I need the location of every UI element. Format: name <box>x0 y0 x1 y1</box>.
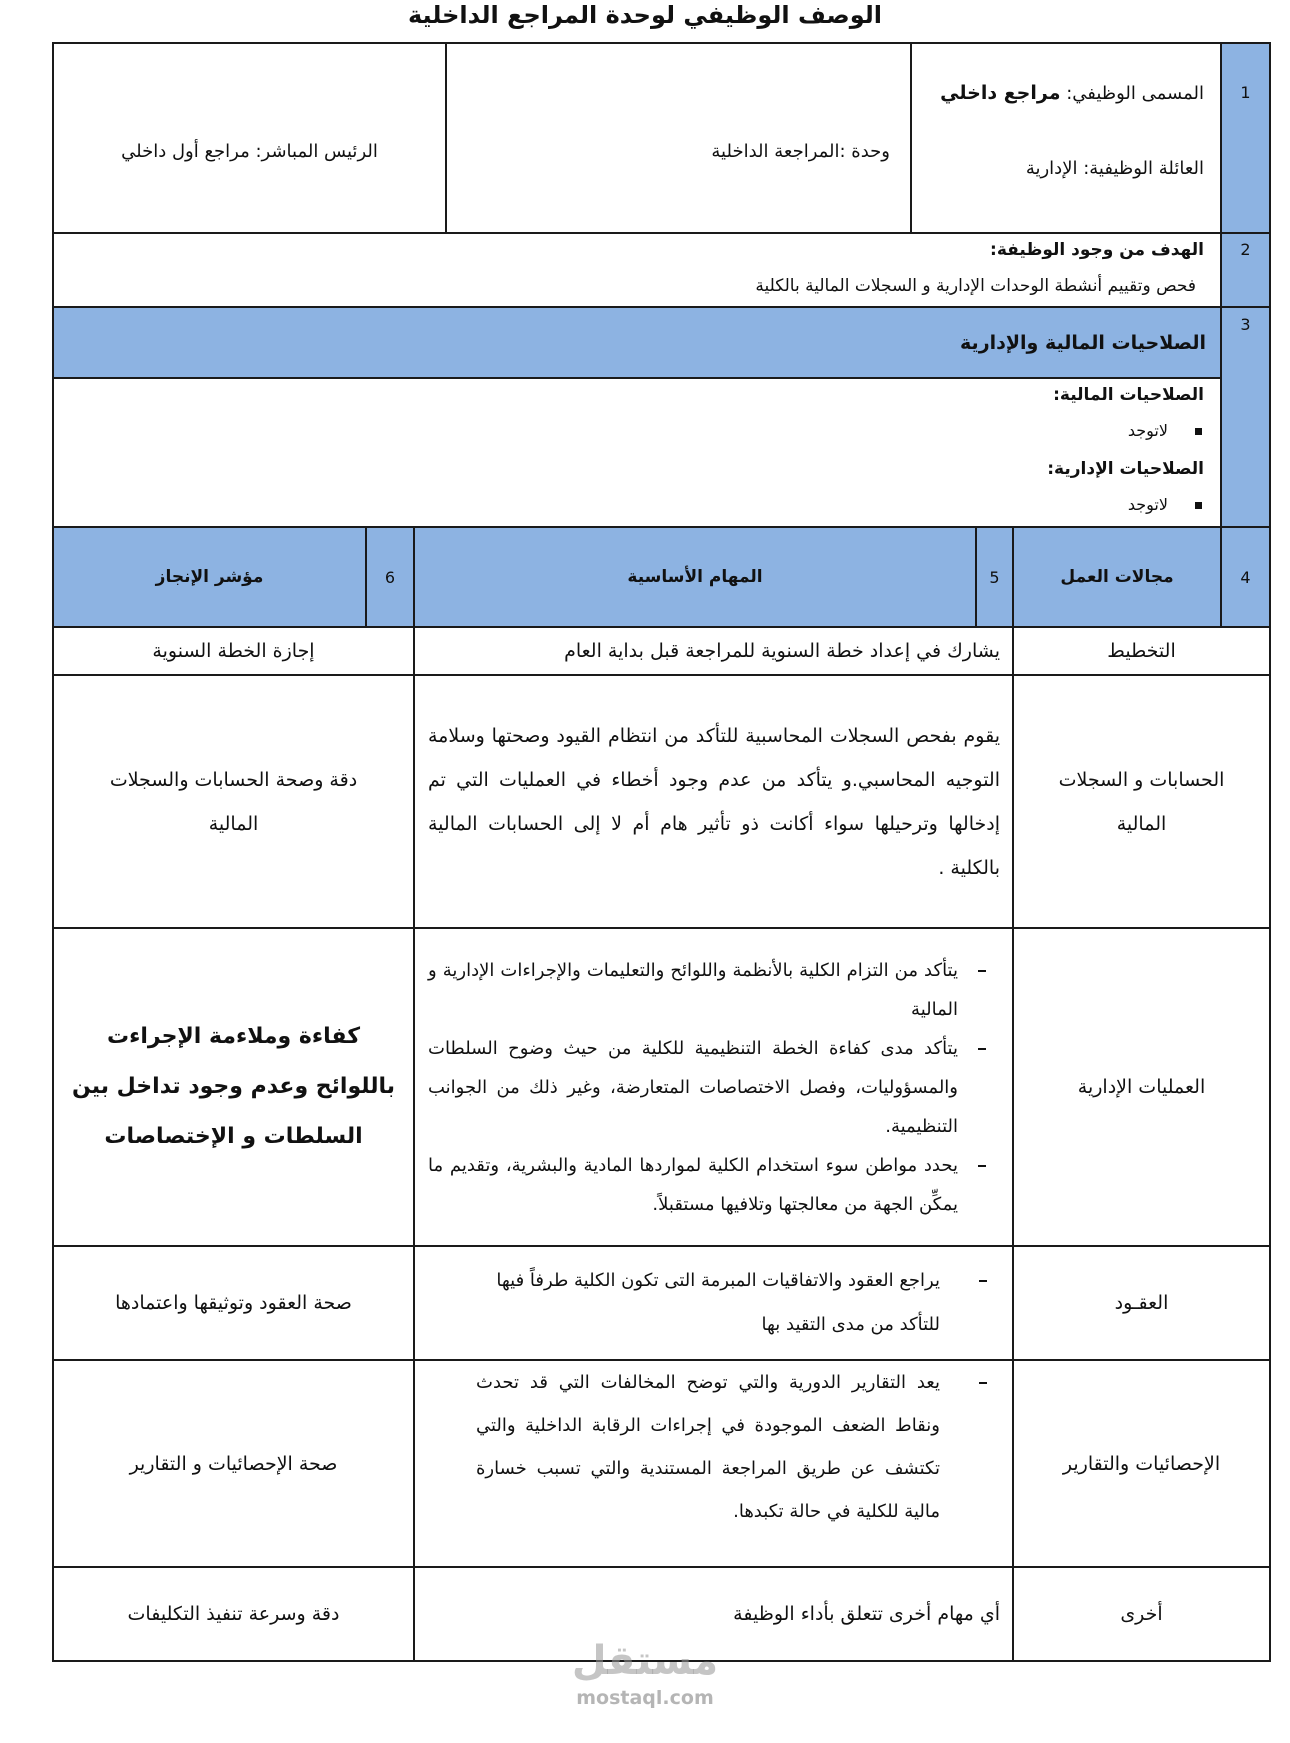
financial-authorities-item: لاتوجد <box>1127 421 1168 440</box>
job-family-line <box>1026 154 1204 184</box>
task-list <box>415 1259 1012 1347</box>
dash-bullet-icon <box>979 1280 987 1282</box>
authorities-content-cell <box>52 377 1222 528</box>
job-title-cell <box>910 42 1222 234</box>
indicator-cell <box>52 674 415 929</box>
work-area-label: الحسابات و السجلات المالية <box>1058 768 1225 835</box>
indicator-text: صحة الإحصائيات و التقارير <box>129 1452 338 1475</box>
indicator-text: صحة العقود وتوثيقها واعتمادها <box>115 1292 352 1314</box>
task-text: يحدد مواطن سوء استخدام الكلية لمواردها المادية والبشرية، وتقديم ما يمكِّن الجهة من معالجتها وتلافيها مستقبلاً. <box>428 1154 958 1215</box>
core-tasks-header <box>413 526 977 628</box>
watermark-logo: مستقل <box>571 1638 719 1684</box>
indicator-cell <box>52 1566 415 1662</box>
dash-bullet-icon <box>978 1048 986 1050</box>
indicator-text: كفاءة وملاءمة الإجراءت باللوائح وعدم وجود تداخل بين السلطات و الإختصاصات <box>71 1024 396 1149</box>
work-area-cell <box>1012 1245 1271 1361</box>
task-list-item <box>415 951 1012 1029</box>
indicator-cell <box>52 927 415 1247</box>
indicator-text: دقة وصحة الحسابات والسجلات المالية <box>109 768 358 835</box>
section-number: 3 <box>1240 315 1251 334</box>
job-family-label: العائلة الوظيفية: <box>1083 158 1204 179</box>
task-cell <box>413 1359 1014 1568</box>
job-title-line <box>940 78 1204 108</box>
dash-bullet-icon <box>979 1382 987 1384</box>
task-text: أي مهام أخرى تتعلق بأداء الوظيفة <box>733 1603 1000 1625</box>
work-area-cell <box>1012 927 1271 1247</box>
task-paragraph: يقوم بفحص السجلات المحاسبية للتأكد من انتظام القيود وصحتها وسلامة التوجيه المحاسبي.و يتأكد من عدم وجود أخطاء في العمليات التي تم إدخالها وترحيلها سواء أكانت ذو تأثير هام أم لا إلى الحسابات المالية بالكلية . <box>428 724 1000 879</box>
work-area-cell <box>1012 626 1271 676</box>
performance-indicator-header-label: مؤشر الإنجاز <box>155 567 264 587</box>
unit-cell <box>445 42 912 234</box>
administrative-authorities-label: الصلاحيات الإدارية: <box>1047 459 1204 479</box>
indicator-cell <box>52 626 415 676</box>
work-areas-header-label: مجالات العمل <box>1060 567 1174 587</box>
indicator-text: دقة وسرعة تنفيذ التكليفات <box>127 1603 340 1625</box>
work-area-label: أخرى <box>1120 1603 1163 1625</box>
task-text: يعد التقارير الدورية والتي توضح المخالفات التي قد تحدث ونقاط الضعف الموجودة في إجراءات الرقابة الداخلية والتي تكتشف عن طريق المراجعة المستندية والتي تسبب خسارة مالية للكلية في حالة تكبدها. <box>476 1372 940 1522</box>
task-list <box>415 1361 1012 1533</box>
section-4-number-cell <box>1220 526 1271 628</box>
authorities-heading: الصلاحيات المالية والإدارية <box>960 331 1206 354</box>
dash-bullet-icon <box>978 1165 986 1167</box>
dash-bullet-icon <box>978 970 986 972</box>
section-number: 4 <box>1240 567 1251 587</box>
task-text: يتأكد من التزام الكلية بالأنظمة واللوائح والتعليمات والإجراءات الإدارية و المالية <box>428 959 958 1020</box>
task-cell <box>413 626 1014 676</box>
job-purpose-cell <box>52 232 1222 308</box>
performance-indicator-header <box>52 526 367 628</box>
task-cell <box>413 927 1014 1247</box>
section-number: 5 <box>989 567 1000 587</box>
job-title-value: مراجع داخلي <box>940 82 1061 104</box>
authorities-header-cell <box>52 306 1222 379</box>
work-area-label: التخطيط <box>1107 640 1176 662</box>
task-text: يتأكد مدى كفاءة الخطة التنظيمية للكلية من حيث وضوح السلطات والمسؤوليات، وفصل الاختصاصات المتعارضة، وغير ذلك من الجوانب التنظيمية. <box>428 1037 958 1137</box>
indicator-text: إجازة الخطة السنوية <box>152 640 315 662</box>
page-title: الوصف الوظيفي لوحدة المراجع الداخلية <box>407 1 883 29</box>
section-5-number-cell <box>975 526 1014 628</box>
indicator-cell <box>52 1245 415 1361</box>
administrative-authorities-item: لاتوجد <box>1127 495 1168 514</box>
square-bullet-icon <box>1195 502 1202 509</box>
square-bullet-icon <box>1195 428 1202 435</box>
section-1-number-cell <box>1220 42 1271 234</box>
job-purpose-text: فحص وتقييم أنشطة الوحدات الإدارية و السجلات المالية بالكلية <box>755 276 1196 296</box>
task-list <box>415 951 1012 1224</box>
work-area-cell <box>1012 1359 1271 1568</box>
financial-authorities-label: الصلاحيات المالية: <box>1053 385 1204 405</box>
work-area-cell <box>1012 1566 1271 1662</box>
work-area-label: العقـود <box>1114 1292 1169 1314</box>
task-list-item <box>415 1029 1012 1146</box>
section-number: 2 <box>1240 240 1251 259</box>
task-list-item <box>415 1361 1012 1533</box>
indicator-cell <box>52 1359 415 1568</box>
job-title-label: المسمى الوظيفي: <box>1066 83 1204 104</box>
task-text: يشارك في إعداد خطة السنوية للمراجعة قبل بداية العام <box>564 640 1000 662</box>
task-list-item <box>415 1146 1012 1224</box>
task-list-item <box>415 1259 1012 1347</box>
section-2-number-cell <box>1220 232 1271 308</box>
watermark-site: mostaql.com <box>576 1687 714 1709</box>
supervisor-text: الرئيس المباشر: مراجع أول داخلي <box>121 141 378 162</box>
section-3-number-cell <box>1220 306 1271 528</box>
unit-text: وحدة :المراجعة الداخلية <box>711 141 890 162</box>
task-cell <box>413 1245 1014 1361</box>
work-area-label: العمليات الإدارية <box>1077 1076 1206 1098</box>
job-family-value: الإدارية <box>1025 158 1078 179</box>
job-purpose-heading: الهدف من وجود الوظيفة: <box>990 240 1204 260</box>
work-areas-header <box>1012 526 1222 628</box>
section-number: 6 <box>384 567 396 587</box>
work-area-label: الإحصائيات والتقارير <box>1062 1452 1221 1475</box>
task-cell <box>413 674 1014 929</box>
section-number: 1 <box>1240 83 1251 102</box>
work-area-cell <box>1012 674 1271 929</box>
core-tasks-header-label: المهام الأساسية <box>627 567 763 587</box>
task-text: يراجع العقود والاتفاقيات المبرمة التى تكون الكلية طرفاً فيها للتأكد من مدى التقيد بها <box>496 1270 940 1335</box>
supervisor-cell <box>52 42 447 234</box>
section-6-number-cell <box>365 526 415 628</box>
